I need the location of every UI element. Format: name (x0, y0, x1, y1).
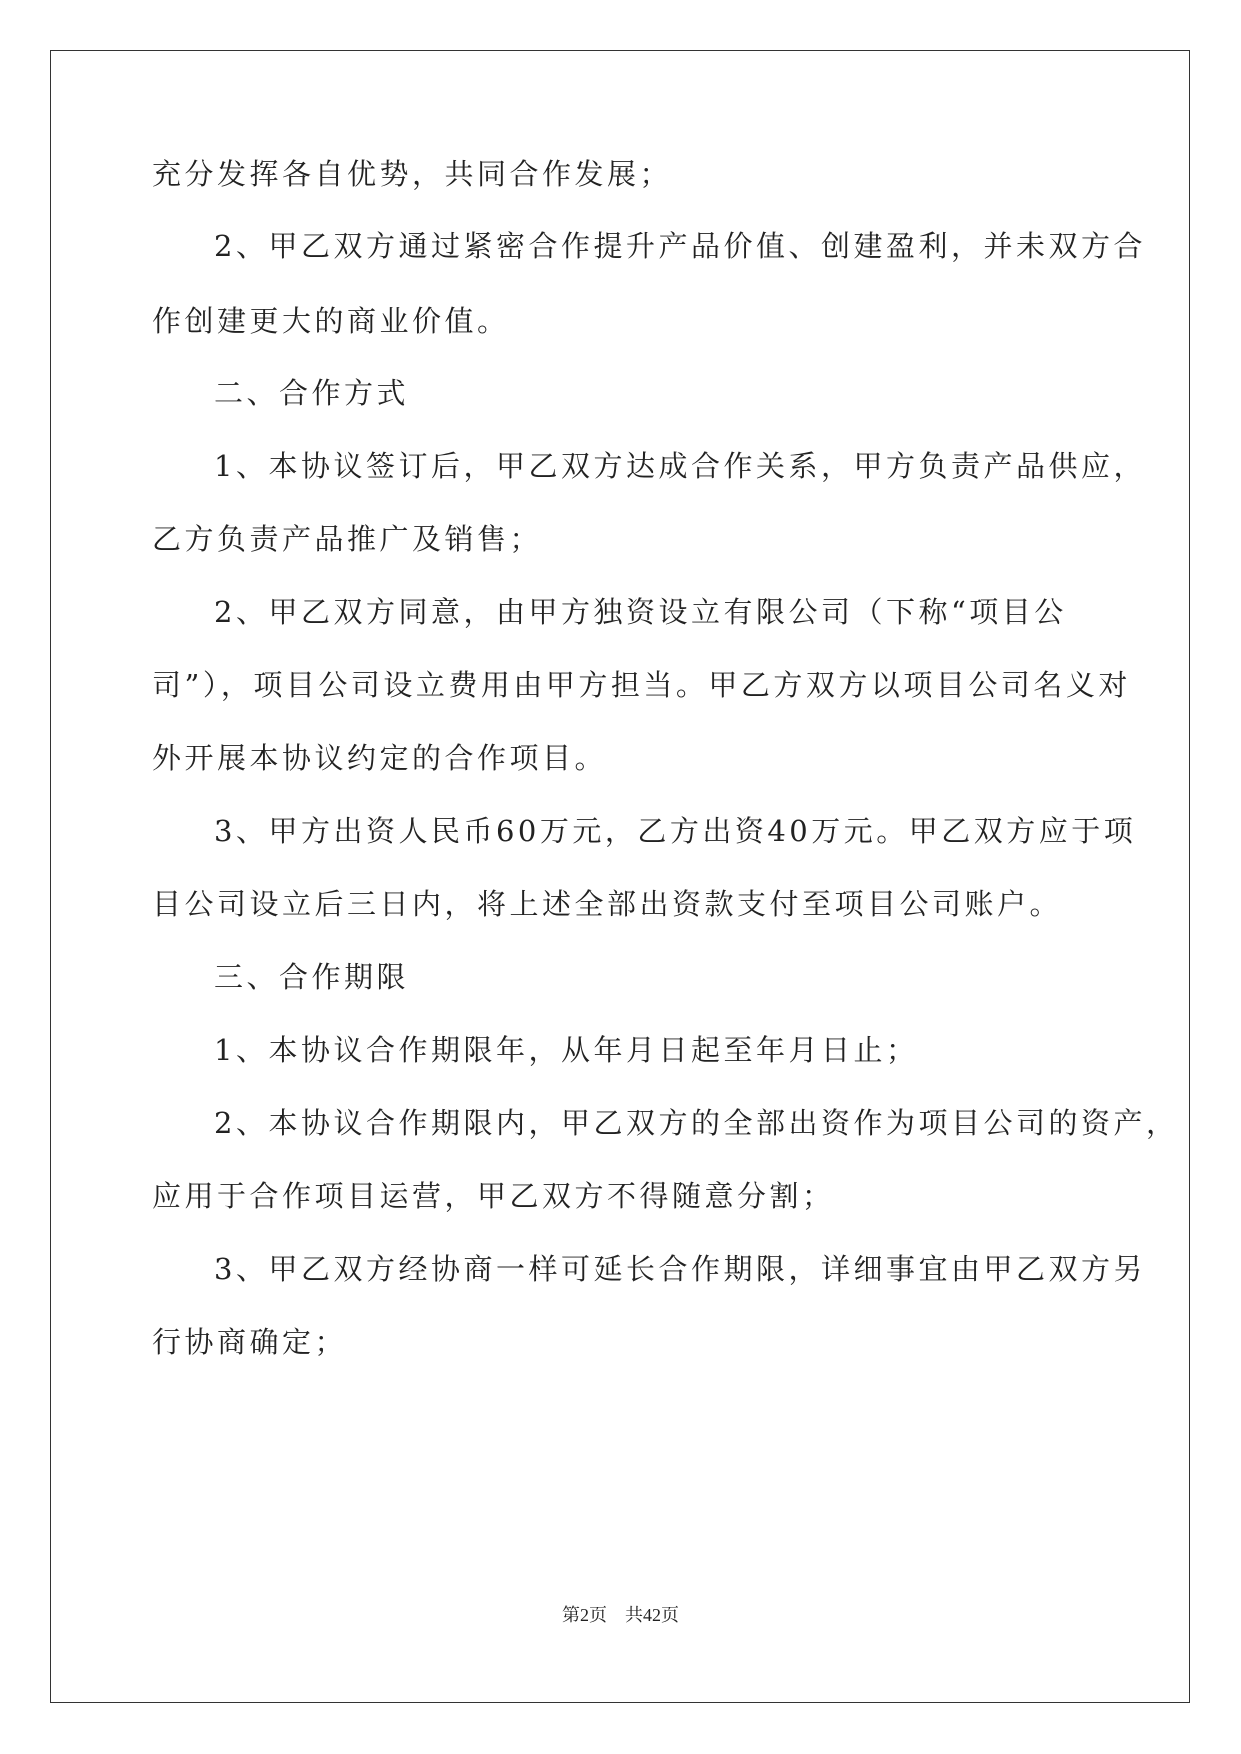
text-line: 应用于合作项目运营，甲乙双方不得随意分割； (152, 1179, 835, 1213)
text-line: 司”），项目公司设立费用由甲方担当。甲乙方双方以项目公司名义对 (152, 668, 1131, 702)
text-line: 3、甲方出资人民币60万元，乙方出资40万元。甲乙双方应于项 (214, 814, 1137, 848)
text-line: 1、本协议合作期限年，从年月日起至年月日止； (214, 1033, 919, 1067)
section-heading: 三、合作期限 (214, 960, 410, 994)
text-line: 目公司设立后三日内，将上述全部出资款支付至项目公司账户。 (152, 887, 1063, 921)
text-line: 乙方负责产品推广及销售； (152, 522, 543, 556)
text-line: 1、本协议签订后，甲乙双方达成合作关系，甲方负责产品供应， (214, 449, 1146, 483)
text-line: 行协商确定； (152, 1325, 348, 1359)
section-heading: 二、合作方式 (214, 376, 410, 410)
page-number-footer: 第2页 共42页 (562, 1605, 679, 1625)
text-line: 作创建更大的商业价值。 (152, 304, 510, 338)
text-line: 2、甲乙双方同意，由甲方独资设立有限公司（下称“项目公 (214, 595, 1067, 629)
text-line: 2、本协议合作期限内，甲乙双方的全部出资作为项目公司的资产， (214, 1106, 1179, 1140)
text-line: 充分发挥各自优势，共同合作发展； (152, 157, 673, 191)
text-line: 外开展本协议约定的合作项目。 (152, 741, 608, 775)
text-line: 2、甲乙双方通过紧密合作提升产品价值、创建盈利，并未双方合 (214, 229, 1146, 263)
text-line: 3、甲乙双方经协商一样可延长合作期限，详细事宜由甲乙双方另 (214, 1252, 1146, 1286)
page-border (50, 50, 1190, 1703)
